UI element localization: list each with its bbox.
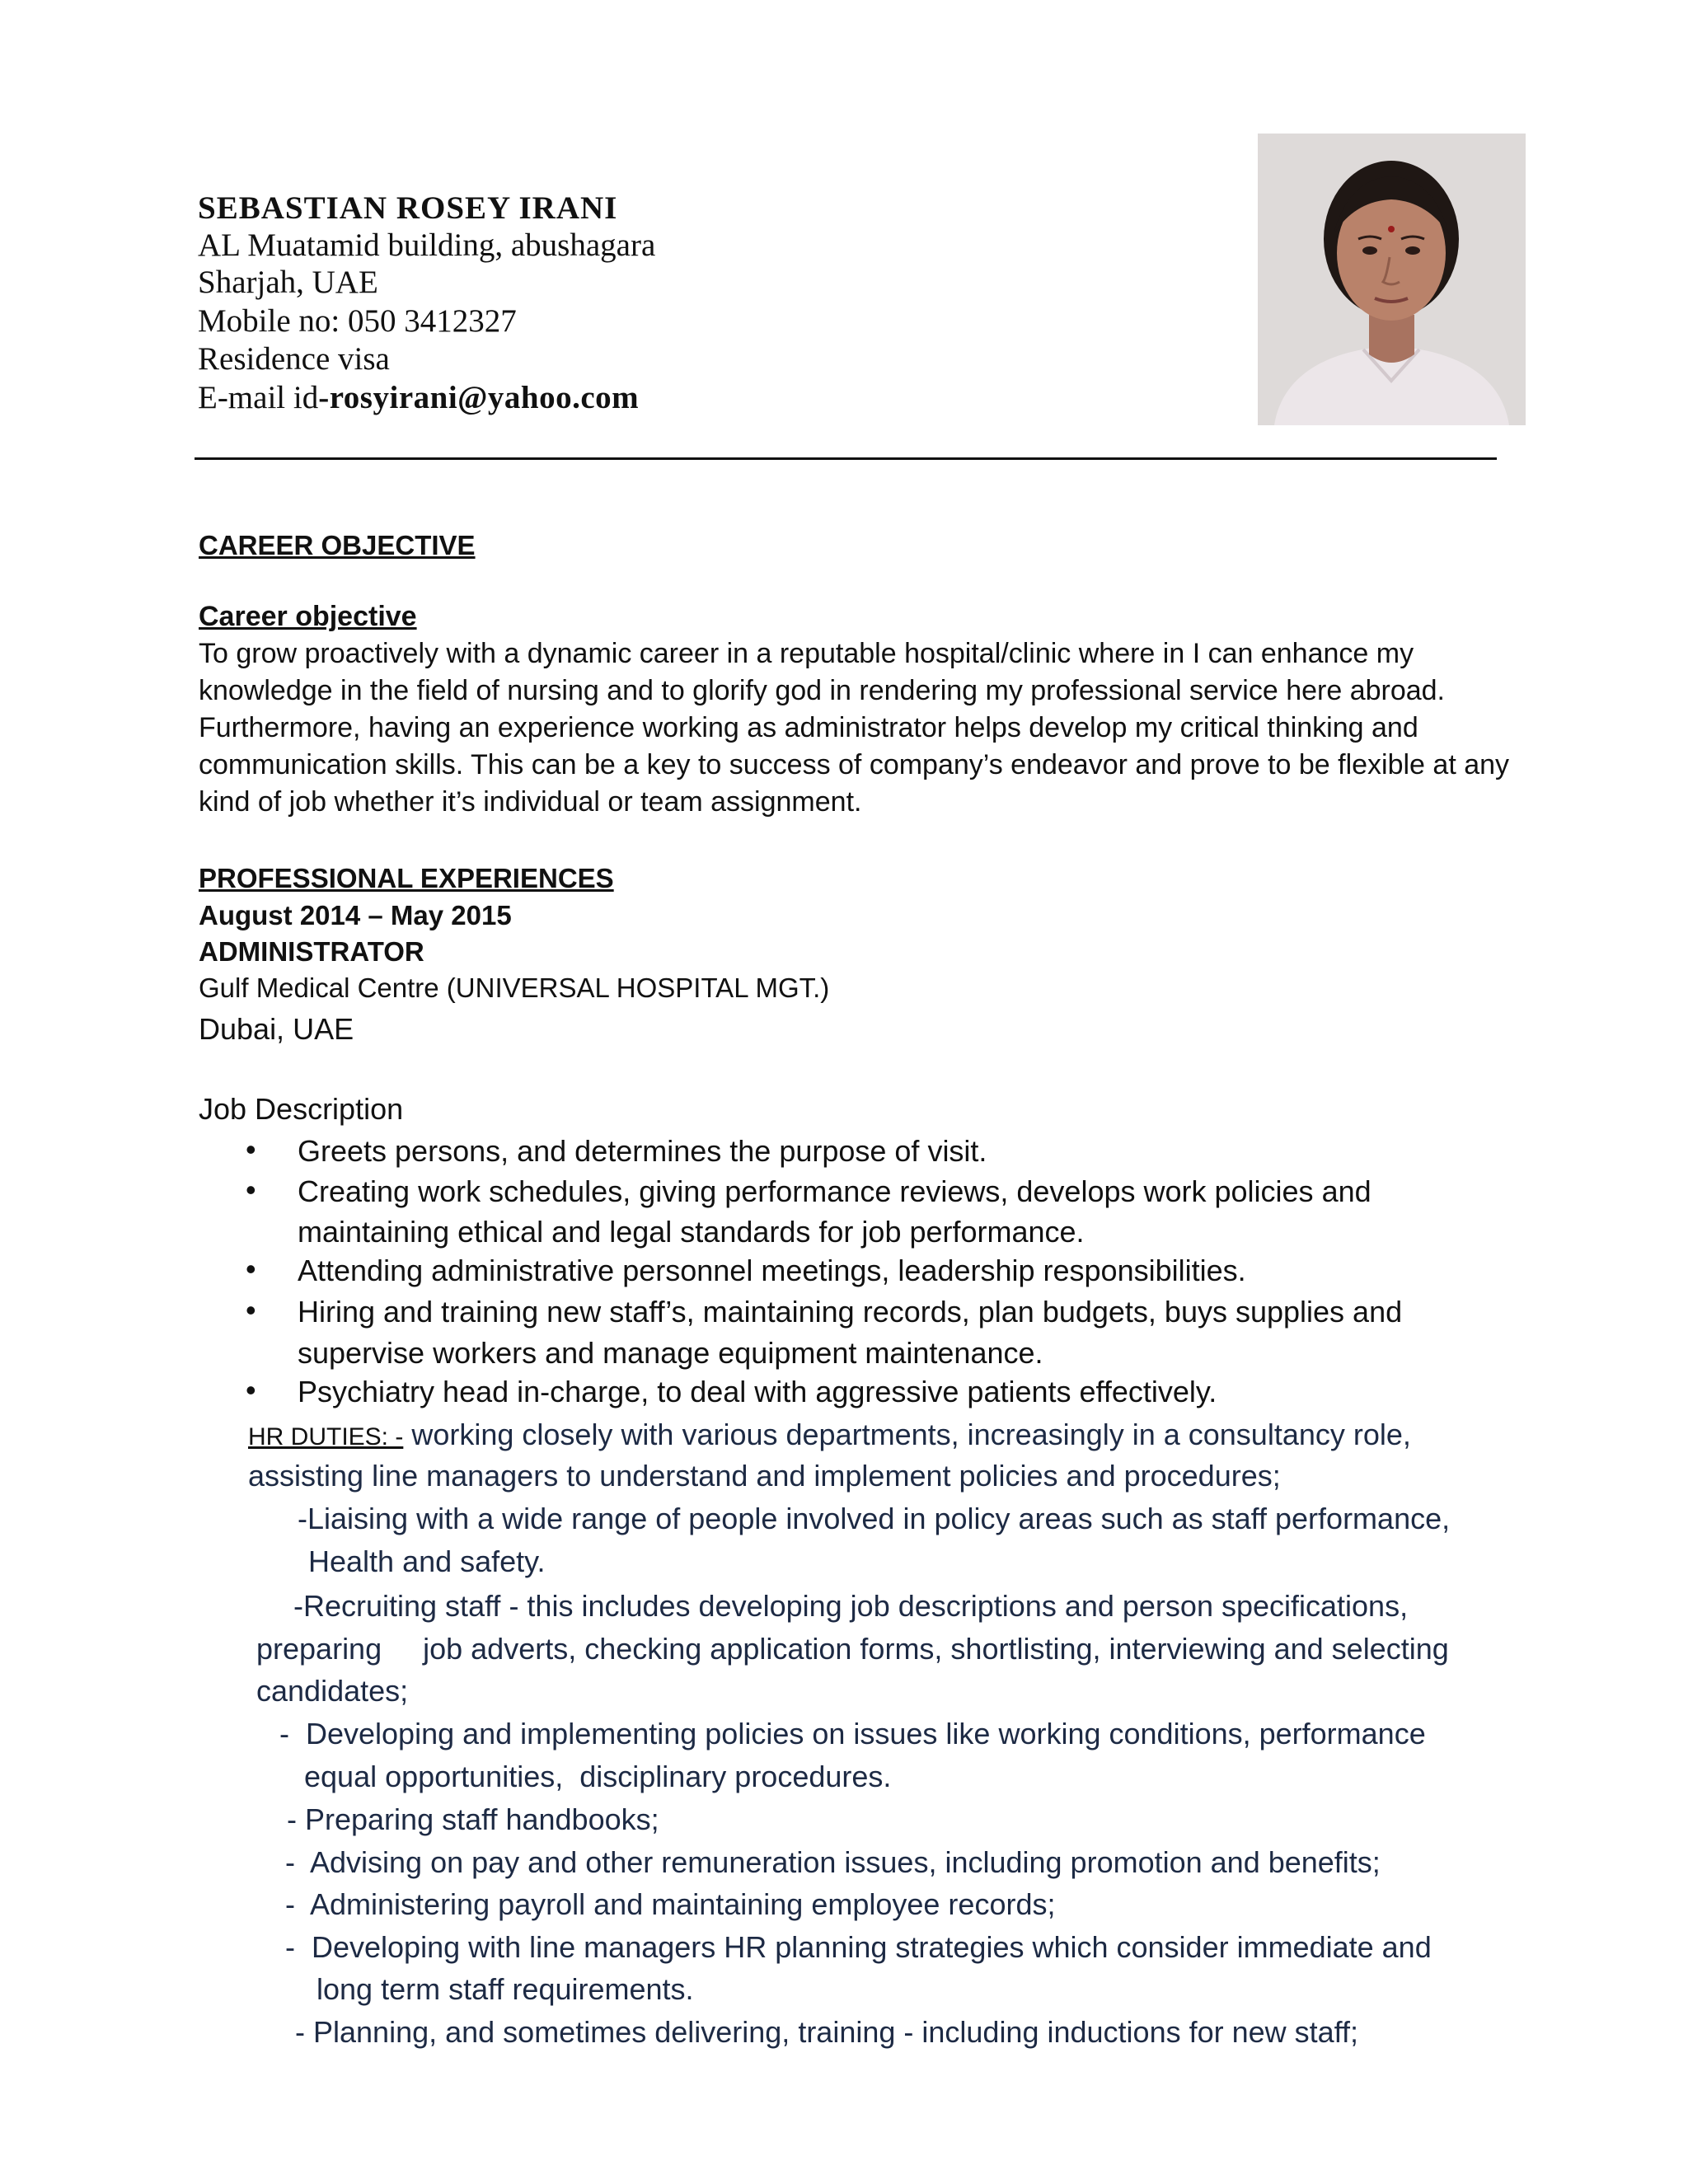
- experience-location: Dubai, UAE: [199, 1012, 354, 1046]
- objective-line-5: kind of job whether it’s individual or team assignment.: [199, 786, 862, 818]
- hr-duties-line-13: - Developing with line managers HR planning strategies which consider immediate and: [285, 1930, 1432, 1964]
- experience-role: ADMINISTRATOR: [199, 936, 424, 967]
- hr-duties-label: HR DUTIES: -: [248, 1423, 404, 1451]
- experience-employer: Gulf Medical Centre (UNIVERSAL HOSPITAL MGT.): [199, 972, 830, 1003]
- job-description-title: Job Description: [199, 1092, 404, 1126]
- person-photo: [1258, 134, 1526, 425]
- hr-duties-line-7: candidates;: [256, 1674, 409, 1708]
- bullet-item-4: Hiring and training new staff’s, maintaining records, plan budgets, buys supplies and: [298, 1295, 1403, 1329]
- bullet-item-4-cont: supervise workers and manage equipment maintenance.: [298, 1336, 1043, 1370]
- objective-line-4: communication skills. This can be a key to success of company’s endeavor and prove to be flexible at any: [199, 749, 1510, 780]
- hr-duties-line-14: long term staff requirements.: [316, 1972, 694, 2006]
- hr-duties-line-4: Health and safety.: [308, 1544, 546, 1578]
- hr-duties-line-10: - Preparing staff handbooks;: [287, 1802, 659, 1836]
- bullet-item-2-cont: maintaining ethical and legal standards for job performance.: [298, 1215, 1085, 1249]
- objective-line-1: To grow proactively with a dynamic career in a reputable hospital/clinic where in I can enhance my: [199, 638, 1414, 669]
- bullet-marker: •: [246, 1132, 256, 1166]
- header-divider: [195, 457, 1497, 460]
- bullet-item-1: Greets persons, and determines the purpose of visit.: [298, 1134, 987, 1168]
- objective-line-2: knowledge in the field of nursing and to glorify god in rendering my professional service here abroad.: [199, 675, 1446, 706]
- hr-duties-text: working closely with various departments, increasingly in a consultancy role,: [403, 1418, 1411, 1451]
- address-line-1: AL Muatamid building, abushagara: [198, 227, 656, 263]
- hr-duties-line-12: - Administering payroll and maintaining employee records;: [285, 1887, 1056, 1921]
- email-address[interactable]: -rosyirani@yahoo.com: [318, 380, 640, 415]
- email-label: E-mail id: [198, 380, 319, 415]
- bullet-item-3: Attending administrative personnel meetings, leadership responsibilities.: [298, 1254, 1246, 1287]
- portrait-illustration: [1258, 134, 1526, 425]
- career-objective-subtitle: Career objective: [199, 601, 417, 632]
- applicant-name: SEBASTIAN ROSEY IRANI: [198, 190, 618, 226]
- hr-duties-line-9: equal opportunities, disciplinary procedures.: [304, 1760, 892, 1793]
- bullet-item-2: Creating work schedules, giving performance reviews, develops work policies and: [298, 1174, 1372, 1208]
- hr-duties-line-15: - Planning, and sometimes delivering, training - including inductions for new staff;: [295, 2015, 1359, 2049]
- address-line-2: Sharjah, UAE: [198, 265, 378, 300]
- email-line: [198, 379, 639, 417]
- bullet-marker: •: [246, 1173, 256, 1207]
- experience-heading: PROFESSIONAL EXPERIENCES: [199, 863, 614, 893]
- hr-duties-line-6: preparing job adverts, checking application forms, shortlisting, interviewing and selecting: [256, 1632, 1449, 1666]
- objective-line-3: Furthermore, having an experience working as administrator helps develop my critical thinking and: [199, 712, 1418, 743]
- experience-period: August 2014 – May 2015: [199, 900, 512, 930]
- hr-duties-line-8: - Developing and implementing policies on issues like working conditions, performance: [279, 1717, 1426, 1750]
- visa-status: Residence visa: [198, 341, 390, 377]
- bullet-item-5: Psychiatry head in-charge, to deal with aggressive patients effectively.: [298, 1375, 1217, 1408]
- hr-duties-line-1: [248, 1418, 1411, 1452]
- bullet-marker: •: [246, 1252, 256, 1286]
- hr-duties-line-3: -Liaising with a wide range of people involved in policy areas such as staff performance,: [298, 1502, 1451, 1535]
- mobile-number: Mobile no: 050 3412327: [198, 303, 517, 339]
- hr-duties-line-5: -Recruiting staff - this includes developing job descriptions and person specifications,: [293, 1589, 1409, 1623]
- bullet-marker: •: [246, 1293, 256, 1327]
- hr-duties-line-11: - Advising on pay and other remuneration issues, including promotion and benefits;: [285, 1845, 1381, 1879]
- hr-duties-line-2: assisting line managers to understand and implement policies and procedures;: [248, 1459, 1281, 1493]
- career-objective-heading: CAREER OBJECTIVE: [199, 530, 476, 560]
- bullet-marker: •: [246, 1373, 256, 1407]
